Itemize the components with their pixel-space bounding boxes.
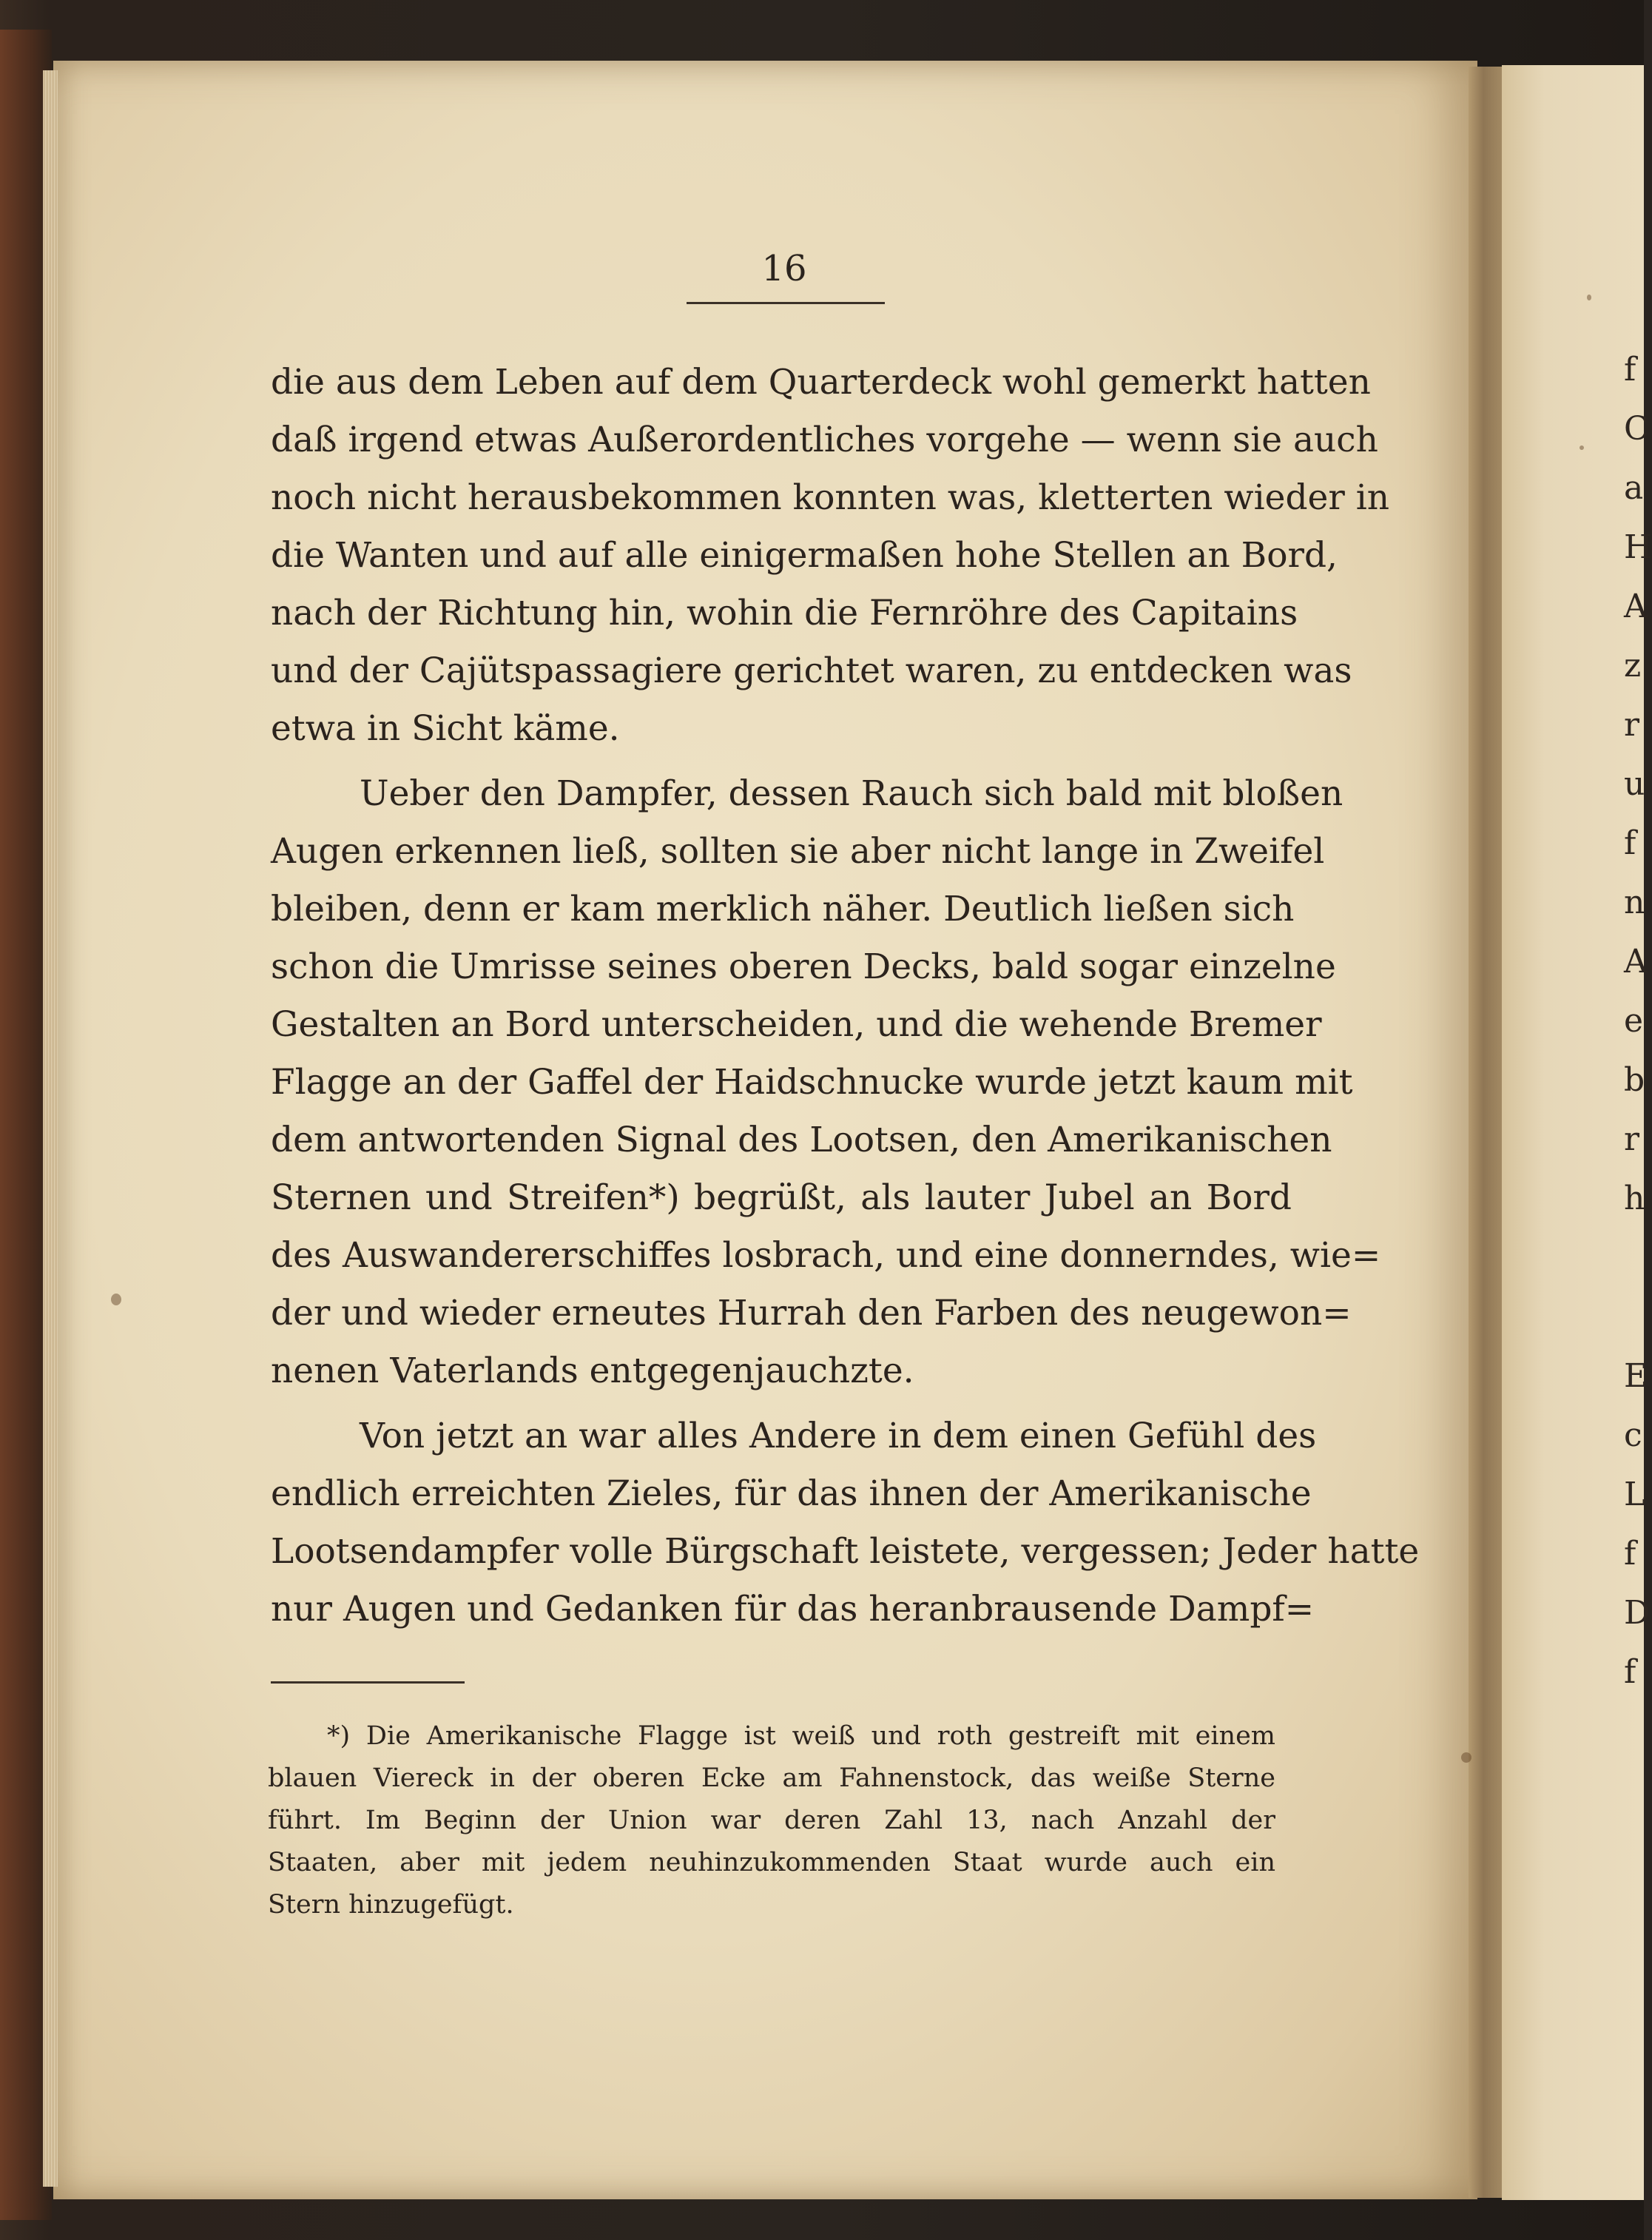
footnote-line: führt. Im Beginn der Union war deren Zahl 13, nach Anzahl der: [268, 1806, 1275, 1835]
header-rule: [687, 302, 885, 304]
paper-stain: [111, 1294, 121, 1305]
text-line: der und wieder erneutes Hurrah den Farben des neugewon=: [271, 1293, 1352, 1333]
footnote-line: *) Die Amerikanische Flagge ist weiß und roth gestreift mit einem: [327, 1721, 1275, 1751]
book-gutter: [1469, 67, 1506, 2198]
text-line: Von jetzt an war alles Andere in dem einen Gefühl des: [360, 1416, 1317, 1456]
text-line: Augen erkennen ließ, sollten sie aber nicht lange in Zweifel: [271, 831, 1325, 872]
paper-stain: [1579, 445, 1584, 450]
text-line: nenen Vaterlands entgegenjauchzte.: [271, 1351, 914, 1391]
text-line: schon die Umrisse seines oberen Decks, bald sogar einzelne: [271, 946, 1336, 987]
right-letter: [1624, 1228, 1644, 1288]
right-letter: C: [1624, 410, 1649, 448]
right-letter: e: [1624, 1002, 1644, 1040]
text-line: nur Augen und Gedanken für das heranbrausende Dampf=: [271, 1589, 1315, 1629]
text-line: endlich erreichten Zieles, für das ihnen der Amerikanische: [271, 1473, 1312, 1514]
right-letter: H: [1624, 528, 1652, 566]
right-letter: f: [1624, 351, 1636, 389]
text-line: bleiben, denn er kam merklich näher. Deutlich ließen sich: [271, 889, 1295, 929]
right-letter: f: [1624, 824, 1636, 862]
page-number: 16: [761, 248, 807, 289]
right-letter: z: [1624, 647, 1642, 685]
right-letter: h: [1624, 1180, 1645, 1217]
right-letter: a: [1624, 469, 1644, 507]
text-line: die Wanten und auf alle einigermaßen hohe Stellen an Bord,: [271, 535, 1338, 576]
right-letter: n: [1624, 884, 1645, 921]
right-letter: [1624, 1288, 1644, 1347]
right-page-fragment: [1624, 340, 1652, 1702]
right-letter: f: [1624, 1535, 1636, 1573]
paper-stain: [1461, 1752, 1471, 1763]
text-line: Lootsendampfer volle Bürgschaft leistete, vergessen; Jeder hatte: [271, 1531, 1420, 1572]
right-letter: A: [1624, 588, 1648, 625]
right-letter: r: [1624, 706, 1640, 744]
body-text: [271, 354, 1420, 1638]
text-line: Gestalten an Bord unterscheiden, und die wehende Bremer: [271, 1004, 1322, 1045]
text-line: noch nicht herausbekommen konnten was, kletterten wieder in: [271, 477, 1390, 518]
page-edges: [43, 70, 58, 2187]
right-letter: L: [1624, 1476, 1646, 1513]
footnote-line: blauen Viereck in der oberen Ecke am Fahnenstock, das weiße Sterne: [268, 1763, 1275, 1793]
text-line: die aus dem Leben auf dem Quarterdeck wohl gemerkt hatten: [271, 362, 1371, 403]
text-line: daß irgend etwas Außerordentliches vorgehe — wenn sie auch: [271, 420, 1378, 460]
right-letter: c: [1624, 1416, 1642, 1454]
right-letter: r: [1624, 1120, 1640, 1158]
text-line: Sternen und Streifen*) begrüßt, als lauter Jubel an Bord: [271, 1177, 1292, 1218]
right-letter: f: [1624, 1653, 1636, 1691]
right-letter: A: [1624, 943, 1648, 981]
text-line: Flagge an der Gaffel der Haidschnucke wurde jetzt kaum mit: [271, 1062, 1353, 1103]
right-page: [1502, 65, 1652, 2200]
text-line: dem antwortenden Signal des Lootsen, den Amerikanischen: [271, 1120, 1332, 1160]
text-line: nach der Richtung hin, wohin die Fernröhre des Capitains: [271, 593, 1298, 633]
right-letter: u: [1624, 765, 1645, 803]
right-letter: b: [1624, 1061, 1645, 1099]
text-line: Ueber den Dampfer, dessen Rauch sich bald mit bloßen: [360, 773, 1343, 814]
footnote-rule: [271, 1681, 465, 1684]
footnote-line: Staaten, aber mit jedem neuhinzukommenden Staat wurde auch ein: [268, 1848, 1275, 1877]
right-letter: D: [1624, 1594, 1651, 1632]
text-line: des Auswandererschiffes losbrach, und eine donnerndes, wie=: [271, 1235, 1381, 1276]
footnote: [268, 1715, 1275, 1926]
footnote-line: Stern hinzugefügt.: [268, 1890, 514, 1920]
right-letter: E: [1624, 1357, 1648, 1395]
text-line: und der Cajütspassagiere gerichtet waren, zu entdecken was: [271, 650, 1352, 691]
paper-stain: [1587, 295, 1591, 300]
text-line: etwa in Sicht käme.: [271, 708, 620, 749]
